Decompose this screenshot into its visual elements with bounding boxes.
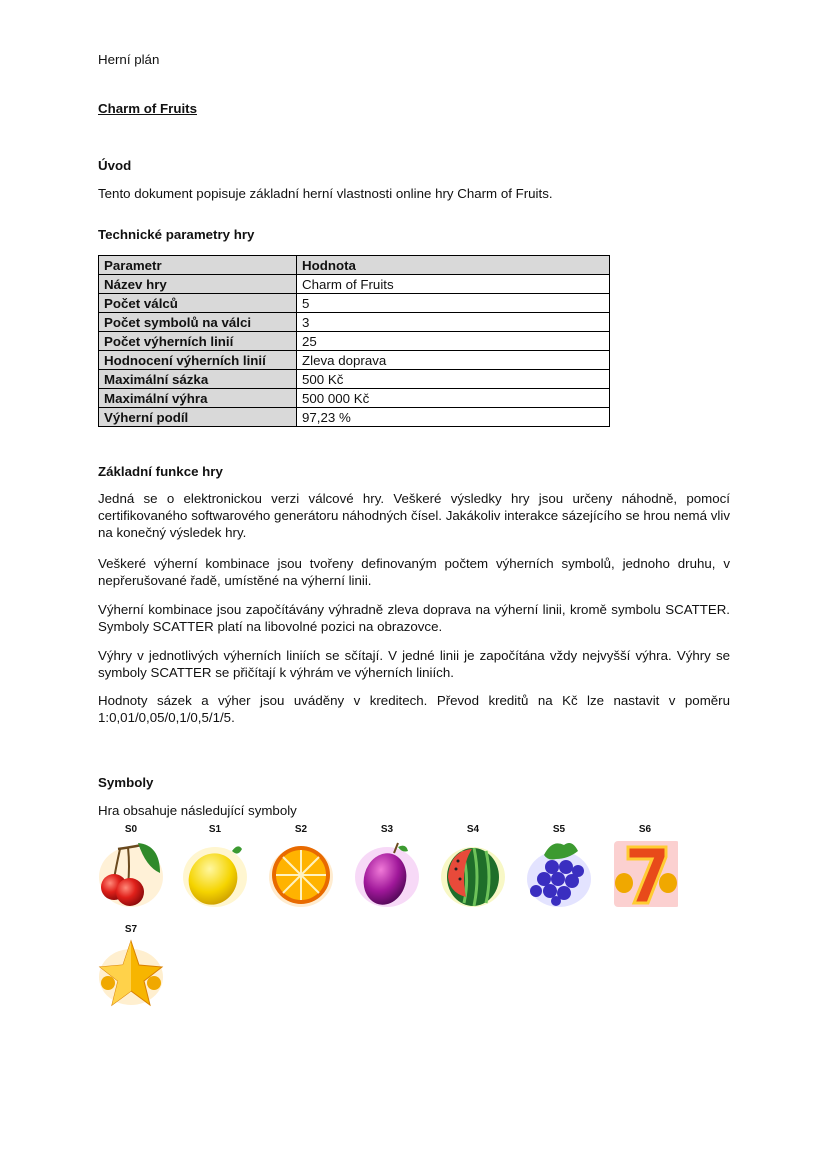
symbol-label: S7 <box>124 924 138 935</box>
symbol-label: S1 <box>208 824 222 835</box>
param-name: Název hry <box>99 275 297 294</box>
symbol-item <box>440 823 506 907</box>
param-name: Výherní podíl <box>99 408 297 427</box>
symbol-label: S3 <box>380 824 394 835</box>
table-row <box>99 408 610 427</box>
param-value: 500 Kč <box>297 370 610 389</box>
param-value: 25 <box>297 332 610 351</box>
param-value: Zleva doprava <box>297 351 610 370</box>
grapes-icon <box>526 837 592 907</box>
paragraph: Veškeré výherní kombinace jsou tvořeny definovaným počtem výherních symbolů, jednoho druhu, v nepřerušované řadě, umístěné na výherní linii. <box>98 556 730 588</box>
document-title: Charm of Fruits <box>98 101 197 116</box>
paragraph: Jedná se o elektronickou verzi válcové hry. Veškeré výsledky hry jsou určeny náhodně, pomocí certifikovaného softwarového generátoru náhodných čísel. Jakákoliv interakce sázejícího se hrou nemá vliv na konečný výsledek hry. <box>98 491 730 540</box>
param-name: Maximální sázka <box>99 370 297 389</box>
star-icon <box>98 937 164 1007</box>
table-row <box>99 294 610 313</box>
param-name: Počet symbolů na válci <box>99 313 297 332</box>
lemon-icon <box>182 837 248 907</box>
param-value: 500 000 Kč <box>297 389 610 408</box>
table-row <box>99 351 610 370</box>
symbol-item <box>182 823 248 907</box>
symbol-label: S4 <box>466 824 480 835</box>
param-name: Hodnocení výherních linií <box>99 351 297 370</box>
symbol-item <box>526 823 592 907</box>
symbol-label: S6 <box>638 824 652 835</box>
cherry-icon <box>98 837 164 907</box>
symbol-label: S2 <box>294 824 308 835</box>
intro-heading: Úvod <box>98 158 132 173</box>
param-name: Maximální výhra <box>99 389 297 408</box>
symbol-label: S0 <box>124 824 138 835</box>
document-label: Herní plán <box>98 52 160 67</box>
technical-heading: Technické parametry hry <box>98 227 255 242</box>
table-row <box>99 370 610 389</box>
basic-functions-heading: Základní funkce hry <box>98 464 223 479</box>
column-header-value: Hodnota <box>297 256 610 275</box>
param-name: Počet výherních linií <box>99 332 297 351</box>
table-row <box>99 313 610 332</box>
plum-icon <box>354 837 420 907</box>
seven-icon <box>612 837 678 907</box>
intro-text: Tento dokument popisuje základní herní vlastnosti online hry Charm of Fruits. <box>98 186 553 201</box>
param-name: Počet válců <box>99 294 297 313</box>
table-row <box>99 332 610 351</box>
paragraph: Výhry v jednotlivých výherních liniích se sčítají. V jedné linii je započítána vždy nejvyšší výhra. Výhry se symboly SCATTER se přičítají k výhrám ve výherních liniích. <box>98 648 730 680</box>
symbol-item <box>98 823 164 907</box>
symbols-intro: Hra obsahuje následující symboly <box>98 803 297 818</box>
orange-icon <box>268 837 334 907</box>
watermelon-icon <box>440 837 506 907</box>
paragraph: Hodnoty sázek a výher jsou uváděny v kreditech. Převod kreditů na Kč lze nastavit v poměru 1:0,01/0,05/0,1/0,5/1/5. <box>98 693 730 725</box>
param-value: Charm of Fruits <box>297 275 610 294</box>
symbol-item <box>354 823 420 907</box>
symbol-item <box>98 923 164 1007</box>
table-row <box>99 275 610 294</box>
param-value: 3 <box>297 313 610 332</box>
table-row <box>99 389 610 408</box>
symbol-item <box>612 823 678 907</box>
symbol-label: S5 <box>552 824 566 835</box>
param-value: 97,23 % <box>297 408 610 427</box>
table-header-row <box>99 256 610 275</box>
parameters-table <box>98 255 610 427</box>
symbol-item <box>268 823 334 907</box>
column-header-parameter: Parametr <box>99 256 297 275</box>
paragraph: Výherní kombinace jsou započítávány výhradně zleva doprava na výherní linii, kromě symbolu SCATTER. Symboly SCATTER platí na libovolné pozici na obrazovce. <box>98 602 730 634</box>
symbols-heading: Symboly <box>98 775 154 790</box>
param-value: 5 <box>297 294 610 313</box>
